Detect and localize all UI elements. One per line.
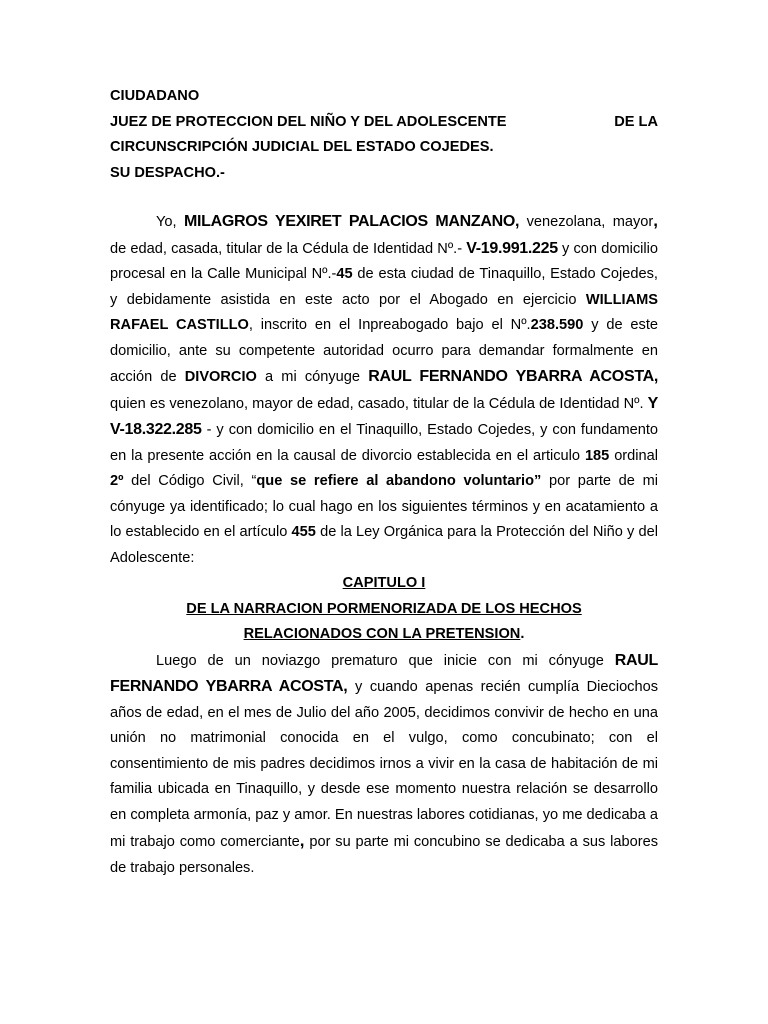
narrative-paragraph: [110, 648, 658, 882]
narrative-text: por su parte mi concubino se dedicaba a sus labores de trabajo personales.: [110, 834, 658, 876]
spouse-name: RAUL FERNANDO YBARRA ACOSTA,: [110, 651, 658, 695]
intro-text: venezolana, mayor: [519, 214, 654, 230]
address-number: 45: [336, 266, 353, 282]
intro-text: de la Ley Orgánica para la Protección del Niño y del Adolescente:: [110, 524, 658, 566]
intro-text: y con domicilio procesal en la Calle Municipal Nº.-: [110, 240, 658, 282]
intro-text: a mi cónyuge: [256, 369, 369, 385]
intro-text: , inscrito en el Inpreabogado bajo el Nº.: [248, 317, 531, 333]
header-despacho: SU DESPACHO.-: [110, 164, 225, 181]
document-body: [110, 208, 658, 881]
narrative-text: y cuando apenas recién cumplía Dieciochos años de edad, en el mes de Julio del año 2005, decidimos convivir de hecho en una unión no matrimonial conocida en el vulgo, como concubinato; con el consentimiento de mis padres decidimos irnos a vivir en la casa de habitación de mi familia ubicada en Tinaquillo, y desde ese momento nuestra relación se desarrollo en completa armonía, paz y amor. En nuestras labores cotidianas, yo me dedicaba a mi trabajo como comerciante: [110, 679, 659, 850]
header-judge-line: [110, 110, 658, 136]
chapter-subtitle-line2-wrap: [110, 622, 658, 648]
ordinal-2: 2º: [110, 473, 124, 489]
intro-text: por parte de mi cónyuge ya identificado; lo cual hago en los siguientes términos y en acatamiento a lo establecido en el artículo: [110, 473, 658, 540]
intro-text: de edad, casada, titular de la Cédula de Identidad Nº.-: [110, 240, 467, 257]
intro-paragraph: [110, 208, 658, 571]
chapter-subtitle-line1: DE LA NARRACION PORMENORIZADA DE LOS HECHOS: [186, 600, 582, 617]
header-de-la: DE LA: [614, 113, 658, 130]
intro-text: y de este domicilio, ante su competente autoridad ocurro para demandar formalmente en acción de: [110, 317, 658, 385]
intro-text: del Código Civil, “: [123, 473, 257, 489]
chapter-title: CAPITULO I: [342, 575, 426, 591]
chapter-subtitle-line2: RELACIONADOS CON LA PRETENSION: [243, 626, 521, 642]
bold-comma: ,: [653, 211, 658, 230]
lawyer-name: WILLIAMS RAFAEL CASTILLO: [110, 291, 658, 333]
inpreabogado-number: 238.590: [530, 317, 584, 333]
narrative-text: Luego de un noviazgo prematuro que inicie con mi cónyuge: [156, 652, 615, 669]
divorce-keyword: DIVORCIO: [184, 369, 257, 385]
plaintiff-name: MILAGROS YEXIRET PALACIOS MANZANO,: [183, 213, 520, 230]
spouse-id: Y V-18.322.285: [110, 394, 658, 438]
article-455: 455: [291, 524, 316, 540]
intro-text: - y con domicilio en el Tinaquillo, Estado Cojedes, y con fundamento en la presente acción en la causal de divorcio establecida en el articulo: [110, 422, 658, 464]
plaintiff-id: V-19.991.225: [466, 239, 558, 257]
intro-text: ordinal: [609, 447, 658, 464]
intro-text: de esta ciudad de Tinaquillo, Estado Cojedes, y debidamente asistida en este acto por el Abogado en ejercicio: [110, 266, 658, 308]
header-judge: JUEZ DE PROTECCION DEL NIÑO Y DEL ADOLESCENTE: [110, 113, 507, 130]
intro-text: quien es venezolano, mayor de edad, casado, titular de la Cédula de Identidad Nº.: [110, 395, 648, 412]
chapter-period: .: [520, 626, 525, 642]
bold-comma: ,: [299, 831, 305, 850]
header-circumscription: CIRCUNSCRIPCIÓN JUDICIAL DEL ESTADO COJEDES.: [110, 139, 494, 155]
spouse-name: RAUL FERNANDO YBARRA ACOSTA,: [368, 368, 658, 385]
header-ciudadano: CIUDADANO: [110, 88, 200, 104]
article-185: 185: [584, 447, 610, 464]
abandonment-quote: que se refiere al abandono voluntario”: [256, 473, 542, 489]
intro-text: Yo,: [156, 214, 184, 230]
document-header: [110, 84, 658, 186]
